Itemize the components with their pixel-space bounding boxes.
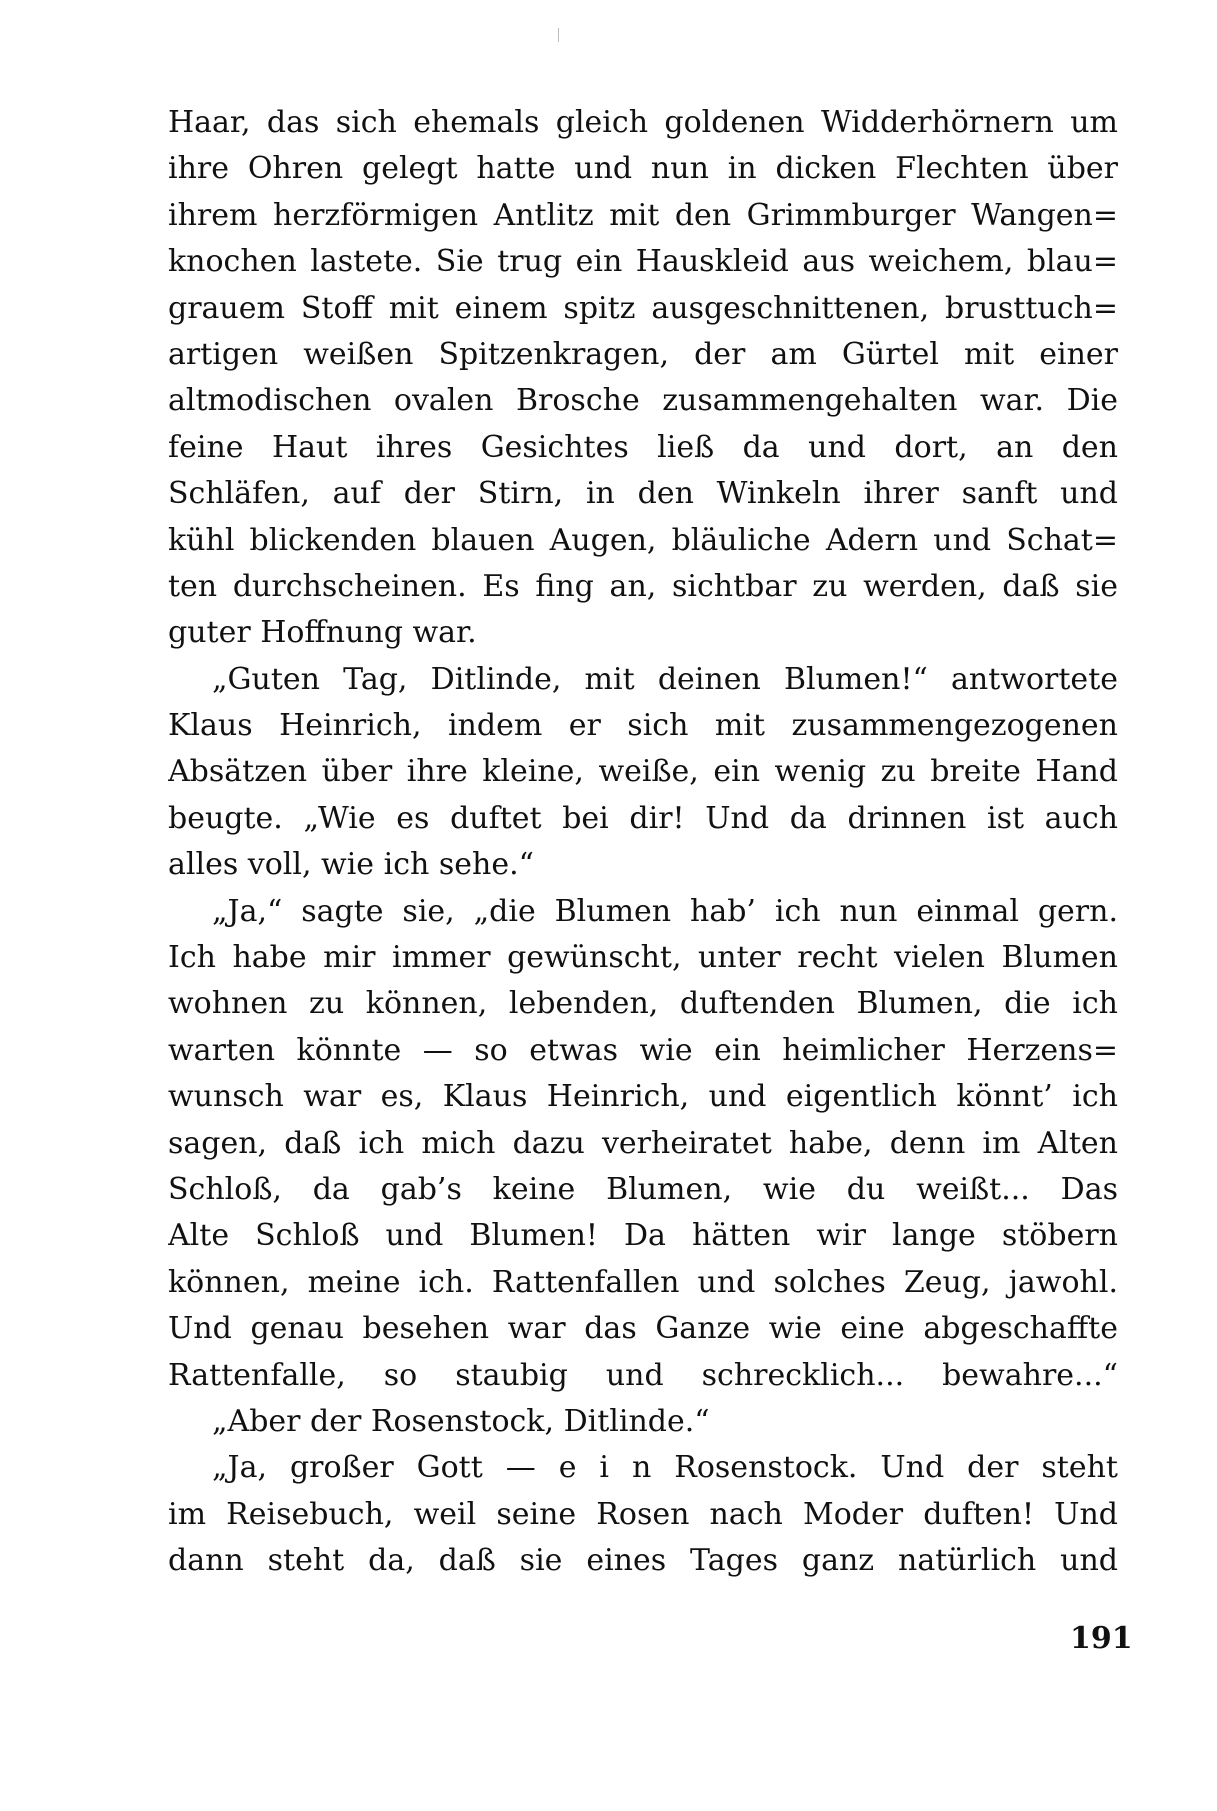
text-line: altmodischen ovalen Brosche zusammengehalten war. Die (168, 383, 1118, 419)
text-line: kühl blickenden blauen Augen, bläuliche Adern und Schat= (168, 522, 1118, 558)
text-line: Schloß, da gab’s keine Blumen, wie du weißt... Das (168, 1171, 1118, 1207)
text-line: im Reisebuch, weil seine Rosen nach Moder duften! Und (168, 1496, 1118, 1532)
text-line: feine Haut ihres Gesichtes ließ da und dort, an den (168, 429, 1118, 465)
text-line: „Aber der Rosenstock, Ditlinde.“ (212, 1403, 710, 1439)
body-text (168, 100, 1118, 1585)
text-line: dann steht da, daß sie eines Tages ganz natürlich und (168, 1543, 1118, 1579)
text-line: Klaus Heinrich, indem er sich mit zusammengezogenen (168, 708, 1118, 744)
text-line: Ich habe mir immer gewünscht, unter recht vielen Blumen (168, 940, 1118, 976)
text-line: Rattenfalle, so staubig und schrecklich... bewahre...“ (168, 1357, 1118, 1393)
text-line: knochen lastete. Sie trug ein Hauskleid aus weichem, blau= (168, 244, 1118, 280)
text-line: wunsch war es, Klaus Heinrich, und eigentlich könnt’ ich (168, 1079, 1118, 1115)
text-line: sagen, daß ich mich dazu verheiratet habe, denn im Alten (168, 1125, 1118, 1161)
text-line: alles voll, wie ich sehe.“ (168, 847, 534, 883)
text-line: ten durchscheinen. Es fing an, sichtbar zu werden, daß sie (168, 568, 1118, 604)
text-line: artigen weißen Spitzenkragen, der am Gürtel mit einer (168, 336, 1118, 372)
text-line: beugte. „Wie es duftet bei dir! Und da drinnen ist auch (168, 800, 1118, 836)
scan-mark (558, 28, 559, 42)
text-line: „Ja, großer Gott — e i n Rosenstock. Und der steht (212, 1450, 1118, 1486)
text-line: ihrem herzförmigen Antlitz mit den Grimmburger Wangen= (168, 197, 1118, 233)
page-number: 191 (1070, 1621, 1133, 1656)
text-line: Absätzen über ihre kleine, weiße, ein wenig zu breite Hand (168, 754, 1118, 790)
text-line: können, meine ich. Rattenfallen und solches Zeug, jawohl. (168, 1264, 1118, 1300)
text-line: guter Hoffnung war. (168, 615, 477, 651)
text-line: Haar, das sich ehemals gleich goldenen Widderhörnern um (168, 105, 1118, 140)
text-line: Schläfen, auf der Stirn, in den Winkeln ihrer sanft und (168, 476, 1118, 512)
text-line: „Guten Tag, Ditlinde, mit deinen Blumen!“ antwortete (212, 661, 1118, 697)
text-line: Alte Schloß und Blumen! Da hätten wir lange stöbern (168, 1218, 1118, 1254)
text-line: warten könnte — so etwas wie ein heimlicher Herzens= (168, 1032, 1118, 1068)
text-line: „Ja,“ sagte sie, „die Blumen hab’ ich nun einmal gern. (212, 893, 1118, 929)
text-line: Und genau besehen war das Ganze wie eine abgeschaffte (168, 1311, 1118, 1347)
text-line: grauem Stoff mit einem spitz ausgeschnittenen, brusttuch= (168, 290, 1118, 326)
text-line: wohnen zu können, lebenden, duftenden Blumen, die ich (168, 986, 1118, 1022)
text-line: ihre Ohren gelegt hatte und nun in dicken Flechten über (168, 151, 1118, 187)
